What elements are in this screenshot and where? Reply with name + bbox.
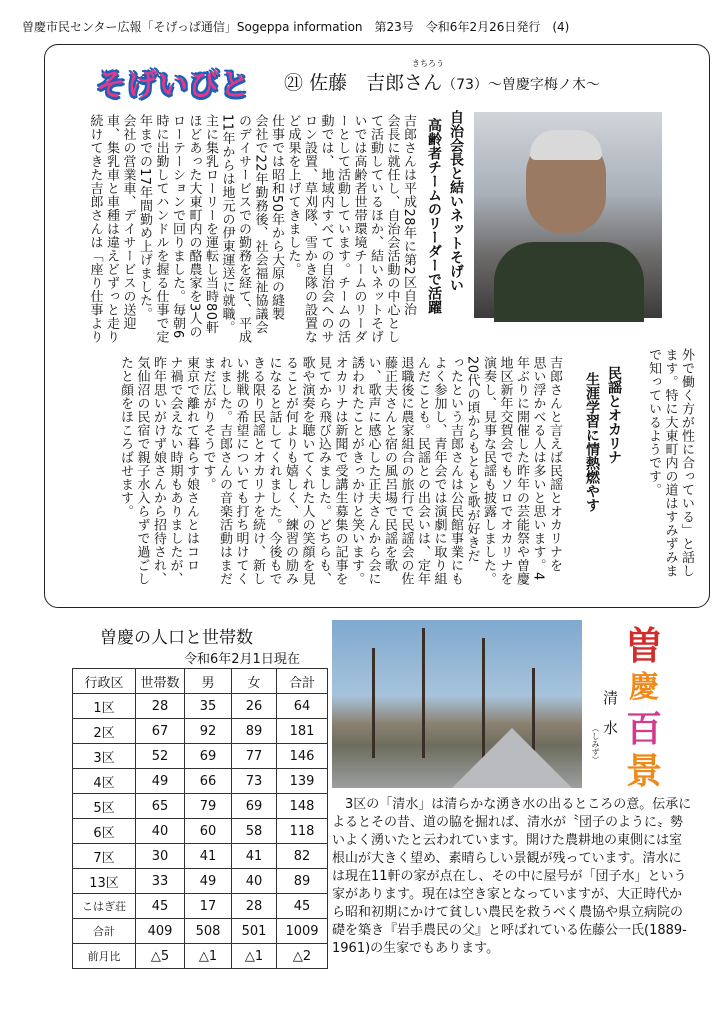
table-cell: △1: [232, 944, 277, 969]
article-column-line: 年までの17年間勤め上げました。: [137, 114, 152, 321]
article-column-line: よく参加し、青年会では演劇に取り組: [431, 356, 447, 586]
table-cell: 28: [232, 894, 277, 919]
table-cell: 58: [232, 819, 277, 844]
article-column-line: ローテーションで回りました。毎朝6: [170, 114, 185, 339]
portrait-photo: [474, 112, 662, 318]
table-cell: 41: [185, 844, 232, 869]
table-cell: 26: [232, 694, 277, 719]
article-column-line: 見てから飛び込みました。どちらも、: [316, 356, 331, 586]
article-column-line: ることが何よりも嬉しく、練習の励み: [283, 356, 298, 586]
table-cell: 40: [232, 869, 277, 894]
article-column-line: 外で働く方が性に合っている」と話し: [679, 348, 694, 578]
article-column-line: ロン設置、草刈隊、雪かき隊の設置な: [302, 114, 317, 344]
article-column-line: ーとして活動しています。チームの活: [335, 114, 350, 344]
table-cell: 118: [277, 819, 328, 844]
table-cell: 64: [277, 694, 328, 719]
title-place: ～曽慶字梅ノ木～: [487, 77, 600, 93]
table-cell: 77: [232, 744, 277, 769]
table-cell: 501: [232, 919, 277, 944]
table-cell: 35: [185, 694, 232, 719]
table-cell: 13区: [73, 869, 136, 894]
table-row: [73, 894, 328, 919]
photo-hair: [530, 130, 602, 160]
article-column-line: 主に集乳ローリーを運転し当時80軒: [203, 114, 218, 335]
table-row: [73, 794, 328, 819]
name-ruby: きちろう: [412, 59, 444, 68]
table-cell: こはぎ荘: [73, 894, 136, 919]
article-column-line: 会社の営業車、デイサービスの送迎: [120, 114, 136, 330]
photo-road: [452, 728, 572, 788]
table-cell: 67: [136, 719, 185, 744]
article-column-line: きる限り民謡とオカリナを続け、新し: [250, 356, 265, 586]
table-cell: 3区: [73, 744, 136, 769]
table-cell: 89: [277, 869, 328, 894]
hyakkei-char-2: 慶: [629, 670, 659, 705]
article-column-line: 歌や演奏を聴いてくれた人の笑顔を見: [299, 356, 315, 586]
table-cell: 52: [136, 744, 185, 769]
hyakkei-char-3: 百: [625, 709, 662, 750]
article-column-line: ます。特に大東町内の道はすみずみま: [662, 348, 678, 578]
table-cell: 49: [136, 769, 185, 794]
table-header-cell: 世帯数: [136, 669, 185, 694]
table-cell: 65: [136, 794, 185, 819]
photo-tree: [422, 628, 425, 758]
article-column-line: で知っているようです。: [646, 348, 661, 497]
table-cell: 41: [232, 844, 277, 869]
table-cell: 合計: [73, 919, 136, 944]
table-cell: 92: [185, 719, 232, 744]
article-column-line: ほどあった大東町内の酪農家を3人の: [186, 114, 202, 339]
table-cell: 79: [185, 794, 232, 819]
table-cell: 49: [185, 869, 232, 894]
table-cell: △5: [136, 944, 185, 969]
title-age: （73）: [442, 77, 488, 93]
table-cell: 4区: [73, 769, 136, 794]
photo-body: [494, 242, 644, 322]
article-column-line: 会長に就任し、自治会活動の中心とし: [384, 114, 400, 344]
population-date: 令和6年2月1日現在: [184, 652, 300, 667]
place-name: 清 水: [601, 690, 619, 735]
article-column-line: 20代の頃からもともと歌が好きだ: [464, 356, 480, 563]
headline-3: 民謡とオカリナ: [606, 366, 622, 464]
hyakkei-logo: [622, 625, 666, 793]
table-row: [73, 769, 328, 794]
table-cell: 33: [136, 869, 185, 894]
headline-2: 高齢者チームのリーダーで活躍: [426, 118, 442, 314]
table-row: [73, 919, 328, 944]
table-row: [73, 944, 328, 969]
article-column-line: オカリナは新聞で受講生募集の記事を: [332, 356, 348, 586]
table-cell: 66: [185, 769, 232, 794]
table-row: [73, 719, 328, 744]
article-column-line: 昨年思いがけず娘さんから招待され、: [151, 356, 166, 586]
table-cell: 73: [232, 769, 277, 794]
table-cell: 45: [277, 894, 328, 919]
article-column-line: まだ広がりそうです。: [200, 356, 216, 491]
article-column-line: いでは高齢者世帯環境チームのリーダ: [351, 114, 367, 344]
article-column-line: ど成果を上げてきました。: [285, 114, 301, 276]
article-column-line: たと顔をほころばせます。: [118, 356, 133, 518]
table-row: [73, 694, 328, 719]
hyakkei-text: 3区の「清水」は清らかな湧き水の出るところの意。伝承によるとその昔、道の脇を掘れば、清水が〝団子のように〟勢いよく湧いたと云われています。開けた農耕地の東側には室根山が大きく望め、素晴らしい景観が残っています。清水には現在11軒の家が点在し、その中に屋号が「団子水」という家があります。現在は空き家となっていますが、大正時代から昭和初期にかけて貧しい農民を救うべく農協や県立病院の礎を築き『岩手農民の父』と呼ばれている佐藤公一氏(1889-1961)の生家でもあります。: [332, 797, 692, 956]
table-cell: 508: [185, 919, 232, 944]
article-column-line: 思い浮かべる人は多いと思います。4: [530, 356, 546, 581]
table-cell: 60: [185, 819, 232, 844]
table-cell: 30: [136, 844, 185, 869]
table-cell: 28: [136, 694, 185, 719]
table-cell: 139: [277, 769, 328, 794]
table-cell: 89: [232, 719, 277, 744]
table-cell: 69: [185, 744, 232, 769]
hyakkei-char-4: 景: [625, 751, 662, 792]
table-cell: 82: [277, 844, 328, 869]
place-ruby: （しみず）: [591, 724, 600, 764]
table-cell: 181: [277, 719, 328, 744]
article-column-line: 吉郎さんと言えば民謡とオカリナを: [547, 356, 562, 572]
table-header-cell: 行政区: [73, 669, 136, 694]
table-row: [73, 844, 328, 869]
article-column-line: ナ禍で会えない時期もありましたが、: [167, 356, 183, 586]
article-column-line: ったという吉郎さんは公民館事業にも: [448, 356, 463, 586]
population-title: 曽慶の人口と世帯数: [100, 628, 253, 648]
article-column-line: 続けてきた吉郎さんは「座り仕事より: [87, 114, 103, 344]
table-cell: △2: [277, 944, 328, 969]
population-table: [72, 668, 328, 969]
article-column-line: 藤正夫さんと宿の風呂場で民謡を歌: [382, 356, 397, 572]
person-title: [284, 68, 600, 95]
table-cell: 17: [185, 894, 232, 919]
table-cell: 409: [136, 919, 185, 944]
article-column-line: 仕事では昭和50年から大原の縫製: [269, 114, 284, 321]
table-row: [73, 869, 328, 894]
title-number: ㉑: [284, 72, 304, 94]
article-column-line: 時に出勤してハンドルを握る仕事で定: [153, 114, 169, 344]
table-cell: 1009: [277, 919, 328, 944]
article-column-line: 誘われたことがきっかけと笑います。: [349, 356, 364, 586]
table-row: [73, 819, 328, 844]
article-column-line: のデイサービスでの勤務を経て、平成: [236, 114, 251, 344]
article-column-line: 演奏し、見事な民謡も披露しました。: [481, 356, 496, 586]
table-cell: 69: [232, 794, 277, 819]
table-cell: 148: [277, 794, 328, 819]
table-header-cell: 女: [232, 669, 277, 694]
shimizu-photo: [332, 620, 582, 788]
article-column-line: 気仙沼の民宿で親子水入らずで過ごし: [134, 356, 150, 586]
page-header: 曽慶市民センター広報「そげっぱ通信」Sogeppa information 第23号 令和6年2月26日発行 (4): [22, 20, 570, 34]
photo-tree: [372, 648, 375, 758]
table-cell: 前月比: [73, 944, 136, 969]
article-column-line: 年ぶりに開催した昨年の芸能祭や曽慶: [514, 356, 529, 586]
table-cell: 146: [277, 744, 328, 769]
table-cell: △1: [185, 944, 232, 969]
table-header-cell: 合計: [277, 669, 328, 694]
sogeibito-logo: そげいびと: [96, 68, 251, 103]
article-column-line: になると話してくれました。今後もで: [266, 356, 282, 586]
table-cell: 5区: [73, 794, 136, 819]
table-row: [73, 744, 328, 769]
article-column-line: い挑戦の希望についても打ち明けてく: [233, 356, 249, 586]
title-name: 佐藤 吉郎さん: [309, 72, 443, 94]
article-column-line: んだことも。民謡との出会いは、定年: [415, 356, 430, 586]
table-cell: 1区: [73, 694, 136, 719]
article-column-line: て活動しているほか、結いネットそげ: [368, 114, 383, 344]
article-column-line: 退職後に農家組合の旅行で民謡会の佐: [398, 356, 414, 586]
table-cell: 7区: [73, 844, 136, 869]
article-column-line: 11年からは地元の伊東運送に就職。: [219, 114, 235, 335]
article-column-line: 東京で離れて暮らす娘さんとはコロ: [184, 356, 199, 572]
headline-4: 生涯学習に情熱燃やす: [584, 372, 600, 512]
article-column-line: 地区新年交賀会でもソロでオカリナを: [497, 356, 513, 586]
table-cell: 40: [136, 819, 185, 844]
headline-1: 自治会長と結いネットそげい: [448, 110, 464, 292]
article-column-line: れました。吉郎さんの音楽活動はまだ: [217, 356, 232, 586]
article-column-line: い、歌声に感心した正夫さんから会に: [365, 356, 381, 586]
article-column-line: 会社で22年勤務後、社会福祉協議会: [252, 114, 268, 335]
table-cell: 45: [136, 894, 185, 919]
table-cell: 6区: [73, 819, 136, 844]
article-column-line: 吉郎さんは平成28年に第2区自治: [401, 114, 416, 316]
hyakkei-char-1: 曽: [624, 624, 663, 668]
table-cell: 2区: [73, 719, 136, 744]
article-column-line: 動では、地域内すべての自治会へのサ: [318, 114, 334, 344]
article-column-line: 車、集乳車と車種は違えどずっと走り: [104, 114, 119, 344]
table-header-cell: 男: [185, 669, 232, 694]
